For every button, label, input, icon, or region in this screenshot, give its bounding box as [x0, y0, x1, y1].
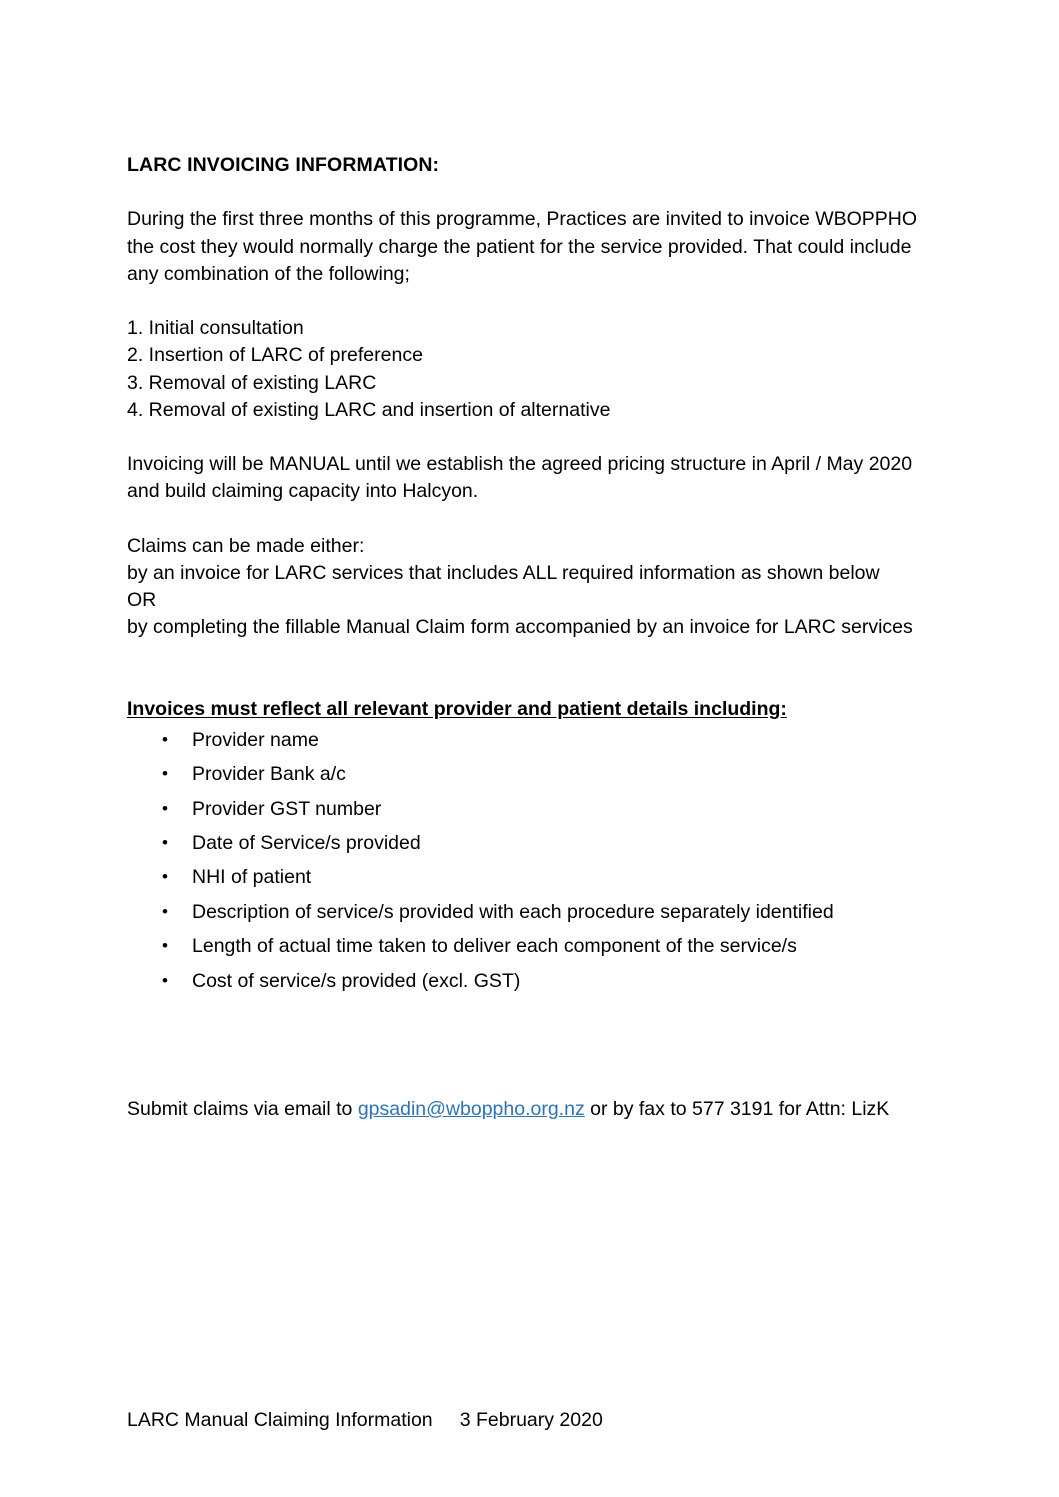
spacer	[127, 642, 933, 696]
bullet-icon: •	[162, 798, 168, 818]
list-item	[127, 792, 933, 826]
claims-or: OR	[127, 589, 157, 612]
invoices-requirements-heading: Invoices must reflect all relevant provider and patient details including:	[127, 697, 787, 720]
page-title: LARC INVOICING INFORMATION:	[127, 154, 440, 176]
submit-claims-suffix: or by fax to 577 3191 for Attn: LizK	[584, 1098, 890, 1121]
bullet-icon: •	[162, 936, 168, 956]
bullet-icon: •	[162, 729, 168, 749]
spacer	[127, 998, 933, 1096]
list-item-label: Description of service/s provided with each procedure separately identified	[192, 900, 834, 923]
list-item	[127, 929, 933, 963]
list-item: 4. Removal of existing LARC and insertion of alternative	[127, 398, 611, 421]
submit-claims-line	[127, 1096, 933, 1123]
intro-paragraph: During the first three months of this programme, Practices are invited to invoice WBOPPHO the cost they would normally charge the patient for the service provided. That could include any combination of the following;	[127, 208, 918, 285]
bullet-icon: •	[162, 764, 168, 784]
list-item-label: Length of actual time taken to deliver each component of the service/s	[192, 935, 797, 958]
list-item-label: Cost of service/s provided (excl. GST)	[192, 969, 521, 992]
claims-option-1: by an invoice for LARC services that includes ALL required information as shown below	[127, 561, 880, 584]
list-item	[127, 964, 933, 998]
spacer	[127, 179, 933, 206]
claims-intro: Claims can be made either:	[127, 534, 365, 557]
spacer	[127, 288, 933, 315]
list-item-label: NHI of patient	[192, 866, 312, 889]
service-options-list	[127, 315, 933, 424]
spacer	[127, 506, 933, 533]
list-item	[127, 757, 933, 791]
list-item-label: Provider Bank a/c	[192, 763, 346, 786]
email-link[interactable]: gpsadin@wboppho.org.nz	[357, 1098, 585, 1121]
bullet-icon: •	[162, 867, 168, 887]
submit-claims-prefix: Submit claims via email to	[127, 1098, 358, 1121]
list-item	[127, 826, 933, 860]
list-item	[127, 860, 933, 894]
list-item: 3. Removal of existing LARC	[127, 371, 377, 394]
list-item-label: Provider GST number	[192, 797, 382, 820]
list-item: 2. Insertion of LARC of preference	[127, 344, 423, 367]
list-item	[127, 723, 933, 757]
list-item-label: Date of Service/s provided	[192, 832, 421, 855]
list-item	[127, 895, 933, 929]
bullet-icon: •	[162, 901, 168, 921]
claims-option-2: by completing the fillable Manual Claim form accompanied by an invoice for LARC services	[127, 616, 913, 639]
spacer	[127, 424, 933, 451]
bullet-icon: •	[162, 970, 168, 990]
page-footer: LARC Manual Claiming Information 3 February 2020	[127, 1409, 603, 1431]
document-body	[127, 152, 933, 1123]
invoice-requirements-list	[127, 723, 933, 998]
manual-invoicing-paragraph: Invoicing will be MANUAL until we establish the agreed pricing structure in April / May 2020 and build claiming capacity into Halcyon.	[127, 453, 913, 503]
bullet-icon: •	[162, 833, 168, 853]
list-item: 1. Initial consultation	[127, 317, 304, 340]
list-item-label: Provider name	[192, 728, 319, 751]
